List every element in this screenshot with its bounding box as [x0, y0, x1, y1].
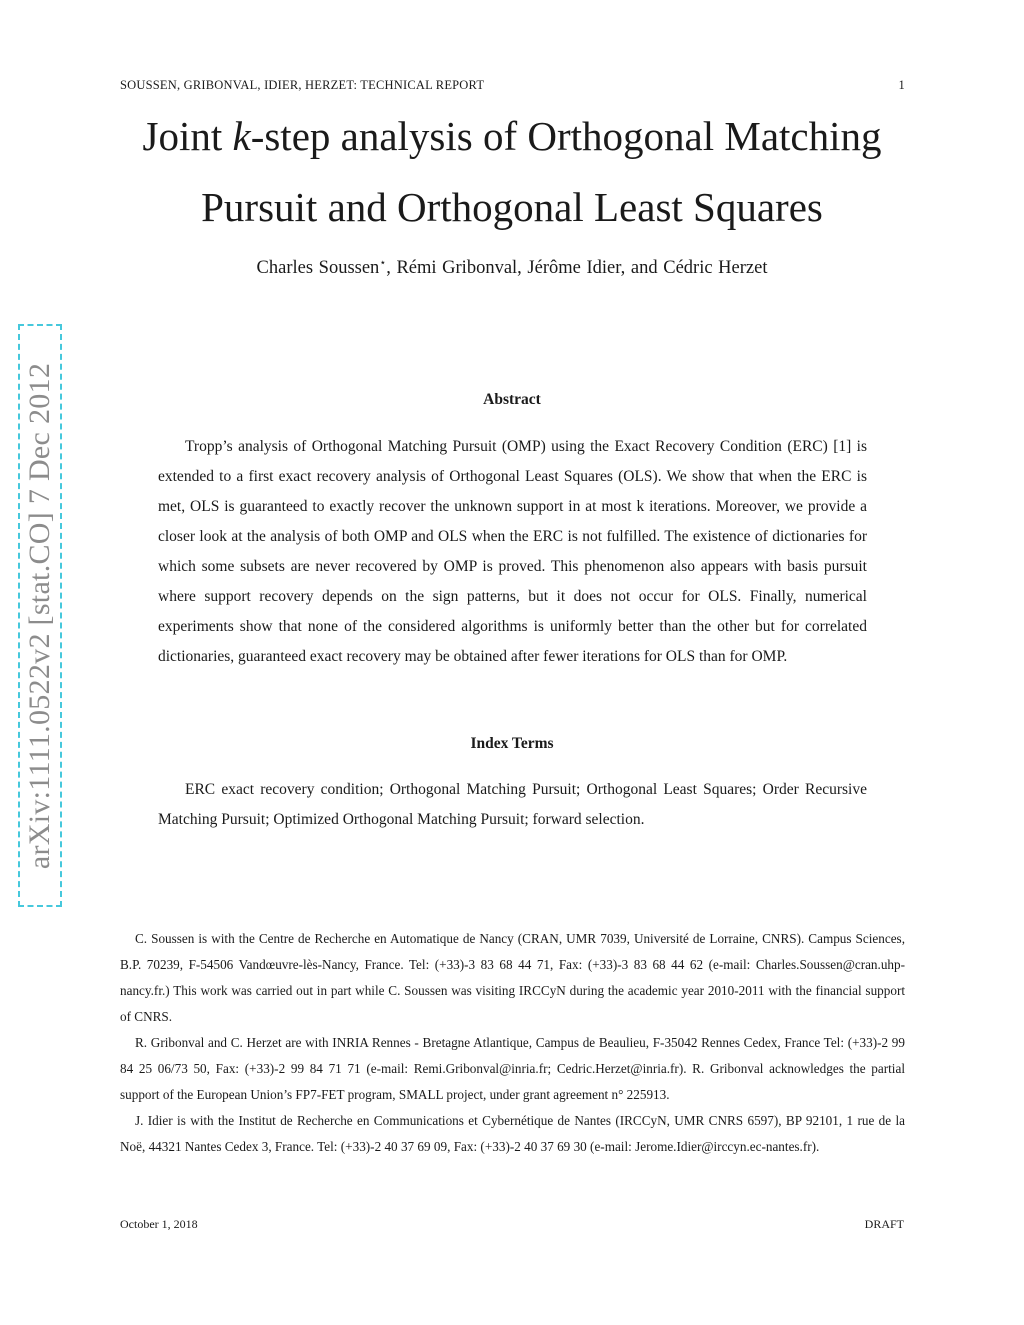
footnote-soussen: C. Soussen is with the Centre de Recherche en Automatique de Nancy (CRAN, UMR 7039, Université de Lorraine, CNRS). Campus Sciences, B.P. 70239, F-54506 Vandœuvre-lès-Nancy, France. Tel: (+33)-3 83 68 44 71, Fax: (+33)-3 83 68 44 62 (e-mail: Charles.Soussen@cran.uhp-nancy.fr.) This work was carried out in part while C. Soussen was visiting IRCCyN during the academic year 2010-2011 with the financial support of CNRS. [120, 931, 905, 1024]
footer-date: October 1, 2018 [120, 1217, 198, 1231]
footnote-idier: J. Idier is with the Institut de Recherche en Communications et Cybernétique de Nantes (IRCCyN, UMR CNRS 6597), BP 92101, 1 rue de la Noë, 44321 Nantes Cedex 3, France. Tel: (+33)-2 40 37 69 09, Fax: (+33)-2 40 37 69 30 (e-mail: Jerome.Idier@irccyn.ec-nantes.fr). [120, 1113, 905, 1154]
author-herzet: and Cédric Herzet [630, 258, 768, 279]
title-variable-k: k [232, 113, 251, 159]
index-terms-body [158, 775, 867, 835]
title-part-b: -step analysis of Orthogonal Matching [250, 113, 882, 159]
author-list: Charles Soussen⋆, Rémi Gribonval, Jérôme Idier, and Cédric Herzet [256, 257, 768, 279]
index-terms-heading: Index Terms [470, 735, 554, 752]
abstract-text: Tropp’s analysis of Orthogonal Matching Pursuit (OMP) using the Exact Recovery Condition (ERC) [1] is extended to a first exact recovery analysis of Orthogonal Least Squares (OLS). We show that when the ERC is met, OLS is guaranteed to exactly recover the unknown support in at most k iterations. Moreover, we provide a closer look at the analysis of both OMP and OLS when the ERC is not fulfilled. The existence of dictionaries for which some subsets are never recovered by OMP is proved. This phenomenon also appears with basis pursuit where support recovery depends on the sign patterns, but it does not occur for OLS. Finally, numerical experiments show that none of the considered algorithms is uniformly better than the other but for correlated dictionaries, guaranteed exact recovery may be obtained after fewer iterations for OLS than for OMP. [158, 438, 867, 665]
index-terms-text: ERC exact recovery condition; Orthogonal Matching Pursuit; Orthogonal Least Squares; Order Recursive Matching Pursuit; Optimized Orthogonal Matching Pursuit; forward selection. [158, 781, 867, 828]
footer-draft-label: DRAFT [864, 1217, 904, 1231]
paper-title-line-1 [0, 113, 1024, 159]
author-footnotes [120, 926, 905, 1160]
arxiv-identifier: arXiv:1111.0522v2 [stat.CO] 7 Dec 2012 [23, 362, 56, 869]
author-gribonval: Rémi Gribonval, [396, 258, 522, 279]
arxiv-stamp [18, 324, 62, 907]
abstract-body [158, 432, 867, 672]
author-soussen: Charles Soussen [256, 258, 380, 279]
running-header [120, 78, 905, 93]
abstract-heading: Abstract [483, 391, 541, 408]
author-idier: Jérôme Idier, [527, 258, 626, 279]
paper-title-line-2: Pursuit and Orthogonal Least Squares [201, 184, 823, 230]
footnote-gribonval-herzet: R. Gribonval and C. Herzet are with INRIA Rennes - Bretagne Atlantique, Campus de Beaulieu, F-35042 Rennes Cedex, France Tel: (+33)-2 99 84 25 06/73 50, Fax: (+33)-2 99 84 71 71 (e-mail: Remi.Gribonval@inria.fr; Cedric.Herzet@inria.fr). R. Gribonval acknowledges the partial support of the European Union’s FP7-FET program, SMALL project, under grant agreement n° 225913. [120, 1035, 905, 1102]
corresponding-author-mark: ⋆ [379, 257, 387, 269]
running-title: SOUSSEN, GRIBONVAL, IDIER, HERZET: TECHNICAL REPORT [120, 78, 485, 92]
page-number: 1 [898, 78, 905, 92]
title-part-a: Joint [142, 113, 233, 159]
